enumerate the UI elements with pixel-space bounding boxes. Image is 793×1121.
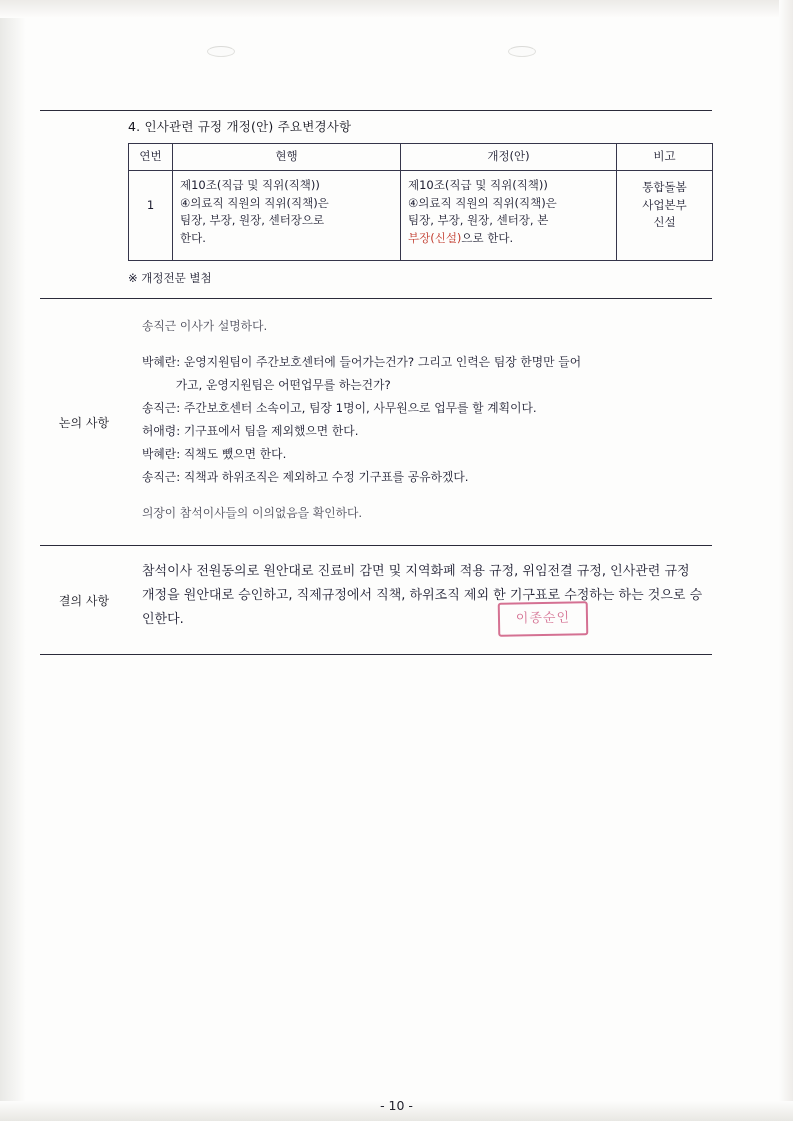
discussion-line-7: 송직근: 직책과 하위조직은 제외하고 수정 기구표를 공유하겠다. <box>142 470 469 485</box>
page-edge-right <box>779 0 793 1121</box>
page-edge-top <box>0 0 793 18</box>
discussion-spacer-1 <box>142 338 706 351</box>
attachment-note: ※ 개정전문 별첨 <box>128 271 212 286</box>
revised-line-2: ④의료직 직원의 직위(직책)은 <box>408 195 557 210</box>
binder-hole-left <box>207 46 235 57</box>
page-number: - 10 - <box>380 1098 413 1113</box>
revised-line-4-rest: 으로 한다. <box>461 231 514 246</box>
current-line-1: 제10조(직급 및 직위(직책)) <box>180 177 320 192</box>
note-line-1: 통합돌봄 <box>642 179 687 194</box>
document-body <box>40 110 712 655</box>
discussion-line-2: 박혜란: 운영지원팀이 주간보호센터에 들어가는건가? 그리고 인력은 팀장 한명만 들어 <box>142 355 582 370</box>
note-line-2: 사업본부 <box>642 197 687 212</box>
revised-line-4 <box>408 230 609 248</box>
resolution-body <box>128 546 712 654</box>
discussion-line-9: 의장이 참석이사들의 이의없음을 확인하다. <box>142 506 363 521</box>
cell-revised-text <box>401 170 617 260</box>
revised-line-3: 팀장, 부장, 원장, 센터장, 본 <box>408 213 549 228</box>
discussion-line-4: 송직근: 주간보호센터 소속이고, 팀장 1명이, 사무원으로 업무를 할 계획이다. <box>142 401 537 416</box>
discussion-label: 논의 사항 <box>58 415 110 430</box>
table-header-row <box>129 144 713 171</box>
amendment-table <box>128 143 713 261</box>
discussion-line-0: 송직근 이사가 설명하다. <box>142 319 268 334</box>
table-row <box>129 170 713 260</box>
revised-new-text: 부장(신설) <box>408 231 462 246</box>
column-header-revised: 개정(안) <box>401 144 617 171</box>
column-header-no: 연번 <box>129 144 173 171</box>
column-header-current: 현행 <box>173 144 401 171</box>
cell-current-text <box>173 170 401 260</box>
current-line-3: 팀장, 부장, 원장, 센터장으로 <box>180 213 325 228</box>
section-title: 4. 인사관련 규정 개정(안) 주요변경사항 <box>40 110 712 143</box>
resolution-text: 참석이사 전원동의로 원안대로 진료비 감면 및 지역화폐 적용 규정, 위임전결 규정, 인사관련 규정 개정을 원안대로 승인하고, 직제규정에서 직책, 하위조직 제외 한 기구표로 수정하는 하는 것으로 승인한다. <box>142 564 703 628</box>
note-line-3: 신설 <box>653 215 676 230</box>
current-line-2: ④의료직 직원의 직위(직책)은 <box>180 195 329 210</box>
page-edge-left <box>0 0 26 1121</box>
minutes-rows <box>40 298 712 655</box>
resolution-row <box>40 545 712 655</box>
binder-hole-right <box>508 46 536 57</box>
discussion-spacer-2 <box>142 489 706 502</box>
discussion-line-3: 가고, 운영지원팀은 어떤업무를 하는건가? <box>142 378 391 393</box>
discussion-line-5: 허애령: 기구표에서 팀을 제외했으면 한다. <box>142 424 359 439</box>
cell-row-number: 1 <box>129 170 173 260</box>
resolution-label: 결의 사항 <box>58 593 110 608</box>
discussion-line-6: 박혜란: 직책도 뺐으면 한다. <box>142 447 287 462</box>
discussion-body <box>128 299 712 545</box>
discussion-row <box>40 299 712 545</box>
column-header-note: 비고 <box>617 144 713 171</box>
cell-note <box>617 170 713 260</box>
official-seal-stamp: 이종순인 <box>498 601 589 637</box>
revised-line-1: 제10조(직급 및 직위(직책)) <box>408 177 548 192</box>
current-line-4: 한다. <box>180 231 206 246</box>
